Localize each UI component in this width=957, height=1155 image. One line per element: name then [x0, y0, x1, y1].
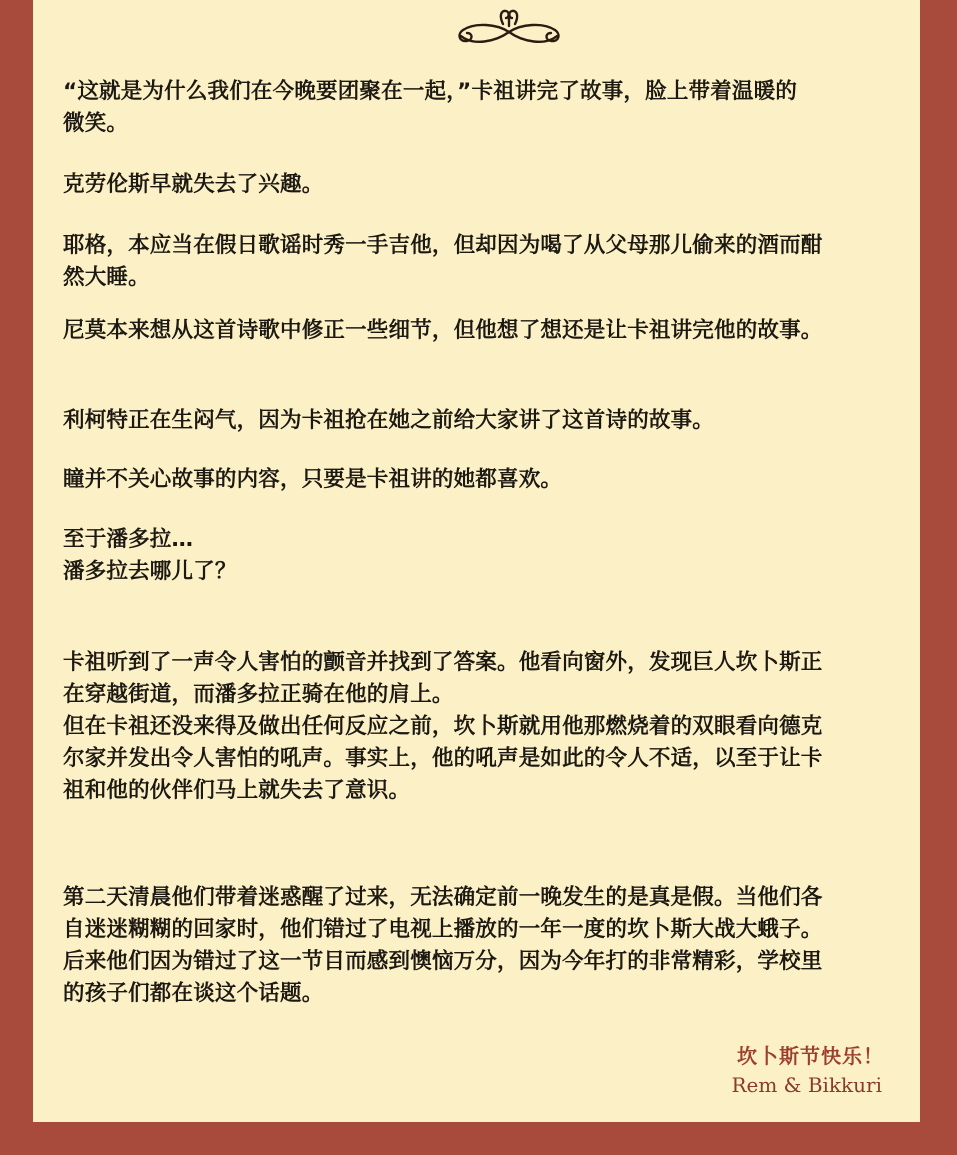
paragraph: 克劳伦斯早就失去了兴趣。: [63, 172, 324, 197]
paper-page: [33, 0, 920, 1122]
paragraph: 至于潘多拉… 潘多拉去哪儿了？: [63, 527, 237, 584]
paragraph: 尼莫本来想从这首诗歌中修正一些细节，但他想了想还是让卡祖讲完他的故事。: [63, 318, 823, 343]
paragraph: “这就是为什么我们在今晚要团聚在一起，”卡祖讲完了故事，脸上带着温暖的 微笑。: [63, 79, 798, 136]
paragraph: 第二天清晨他们带着迷惑醒了过来，无法确定前一晚发生的是真是假。当他们各 自迷迷糊糊的回家时，他们错过了电视上播放的一年一度的坎卜斯大战大蛾子。 后来他们因为错过了这一节目而感到懊恼万分，因为今年打的非常精彩，学校里 的孩子们都在谈这个话题。: [63, 885, 823, 1006]
paragraph: 耶格，本应当在假日歌谣时秀一手吉他，但却因为喝了从父母那儿偷来的酒而酣 然大睡。: [63, 233, 823, 290]
signature-authors: Rem & Bikkuri: [731, 1073, 882, 1097]
flourish-ornament-icon: [451, 6, 567, 48]
paragraph: 瞳并不关心故事的内容，只要是卡祖讲的她都喜欢。: [63, 467, 563, 492]
signature-title: 坎卜斯节快乐！: [737, 1044, 884, 1068]
paragraph: 卡祖听到了一声令人害怕的颤音并找到了答案。他看向窗外，发现巨人坎卜斯正 在穿越街道，而潘多拉正骑在他的肩上。 但在卡祖还没来得及做出任何反应之前，坎卜斯就用他那燃烧着的双眼看向德克 尔家并发出令人害怕的吼声。事实上，他的吼声是如此的令人不适，以至于让卡 祖和他的伙伴们马上就失去了意识。: [63, 650, 823, 803]
paragraph: 利柯特正在生闷气，因为卡祖抢在她之前给大家讲了这首诗的故事。: [63, 408, 715, 433]
